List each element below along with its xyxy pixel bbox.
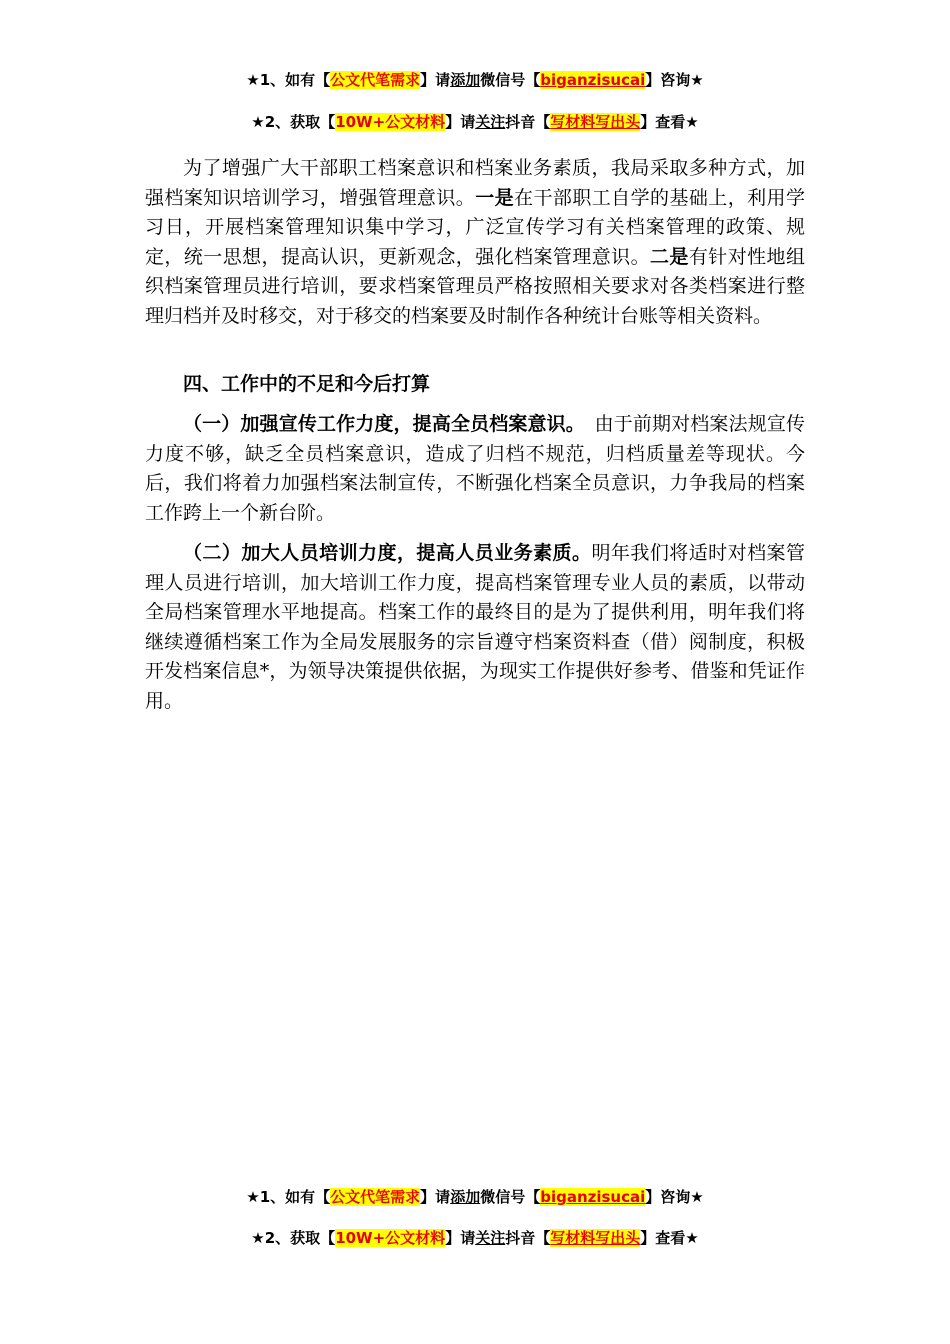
subsection-title: （二）加大人员培训力度，提高人员业务素质。 [183,542,592,564]
banner-wechat-id: biganzisucai [540,1188,646,1206]
banner-text: 微信号【 [480,71,541,89]
paragraph-text: 有针对性地组织档案管理员进行培训，要求档案管理员严格按照相关要求对各类档案进行整理归档并及时移交，对于移交的档案要及时制作各种统计台账等相关资料。 [145,245,805,327]
banner-highlight: 公文代笔需求 [330,71,421,89]
paragraph-text: 明年我们将适时对档案管理人员进行培训，加大培训工作力度，提高档案管理专业人员的素质，以带动全局档案管理水平地提高。档案工作的最终目的是为了提供利用，明年我们将继续遵循档案工作为全局发展服务的宗旨遵守档案资料查（借）阅制度，积极开发档案信息*，为领导决策提供依据，为现实工作提供好参考、借鉴和凭证作用。 [145,542,805,712]
banner-text: 】请 [420,71,451,89]
paragraph-training [145,154,805,331]
footer-banner-line-1 [0,1187,950,1207]
paragraph-section-2 [145,539,805,716]
banner-highlight: 10W+公文材料 [335,1229,446,1247]
paragraph-text: 在干部职工自学的基础上，利用学习日，开展档案管理知识集中学习，广泛宣传学习有关档案管理的政策、规定，统一思想，提高认识，更新观念，强化档案管理意识。 [145,186,805,268]
paragraph-text: 为了增强广大干部职工档案意识和档案业务素质，我局采取多种方式，加强档案知识培训学习，增强管理意识。 [145,157,805,209]
bold-marker: 一是 [475,186,515,209]
header-banner-line-1 [0,70,950,90]
banner-text: 】查看★ [640,1229,699,1247]
footer-banner-line-2 [0,1228,950,1248]
banner-text: 抖音【 [505,113,551,131]
banner-text: 】咨询★ [645,1188,704,1206]
banner-text: 抖音【 [505,1229,551,1247]
banner-highlight: 10W+公文材料 [335,113,446,131]
header-banner-line-2 [0,112,950,132]
banner-underlined-text: 添加 [450,71,481,89]
subsection-title: （一）加强宣传工作力度，提高全员档案意识。 [183,413,576,435]
banner-douyin-id: 写材料写出头 [550,1229,641,1247]
section-heading: 四、工作中的不足和今后打算 [183,373,431,395]
bold-marker: 二是 [650,245,689,268]
banner-text: 】请 [420,1188,451,1206]
banner-underlined-text: 关注 [475,1229,506,1247]
banner-text: 】请 [445,113,476,131]
banner-highlight: 公文代笔需求 [330,1188,421,1206]
banner-text: ★2、获取【 [251,1229,336,1247]
banner-text: 】请 [445,1229,476,1247]
banner-text: 微信号【 [480,1188,541,1206]
banner-text: 】咨询★ [645,71,704,89]
banner-text: 】查看★ [640,113,699,131]
banner-underlined-text: 关注 [475,113,506,131]
banner-text: ★2、获取【 [251,113,336,131]
banner-underlined-text: 添加 [450,1188,481,1206]
banner-text: ★1、如有【 [246,1188,331,1206]
paragraph-text: 由于前期对档案法规宣传力度不够，缺乏全员档案意识，造成了归档不规范，归档质量差等现状。今后，我们将着力加强档案法制宣传，不断强化档案全员意识，力争我局的档案工作跨上一个新台阶。 [145,413,805,524]
paragraph-section-1 [145,410,805,528]
banner-douyin-id: 写材料写出头 [550,113,641,131]
banner-text: ★1、如有【 [246,71,331,89]
banner-wechat-id: biganzisucai [540,71,646,89]
